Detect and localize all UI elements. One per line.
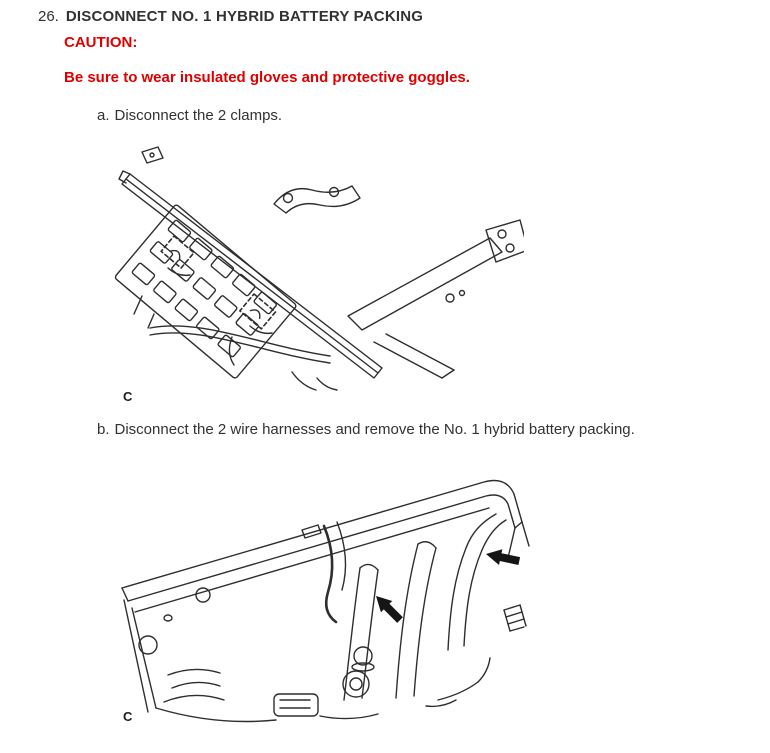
figure-letter: C (123, 709, 133, 724)
substep-a (97, 106, 282, 126)
wire-harness-drawing (108, 460, 556, 738)
cover-frame (122, 481, 529, 613)
substep-a-label: a. (97, 107, 110, 124)
mounting-stud (504, 605, 526, 631)
clamps-drawing (112, 146, 524, 408)
cover-face (124, 588, 210, 712)
caution-text: Be sure to wear insulated gloves and protective goggles. (64, 69, 470, 86)
step-number: 26. (38, 8, 59, 25)
substep-b-label: b. (97, 421, 110, 438)
engine-details (156, 647, 490, 722)
caution-label: CAUTION: (64, 34, 138, 51)
packing-strip (119, 171, 382, 378)
substep-b-text: Disconnect the 2 wire harnesses and remove the No. 1 hybrid battery packing. (114, 421, 635, 438)
figure-wire-harness (108, 460, 556, 738)
substep-a-text: Disconnect the 2 clamps. (114, 107, 283, 124)
figure-clamps (112, 146, 524, 408)
frame-bracket (348, 220, 524, 378)
figure-letter: C (123, 389, 133, 404)
battery-modules (114, 204, 297, 379)
step-heading (38, 7, 423, 27)
top-bracket (142, 147, 360, 213)
disconnect-arrow-1-icon (370, 590, 405, 625)
substep-b (97, 420, 635, 440)
disconnect-arrow-2-icon (484, 546, 521, 569)
step-title: DISCONNECT NO. 1 HYBRID BATTERY PACKING (65, 8, 424, 25)
